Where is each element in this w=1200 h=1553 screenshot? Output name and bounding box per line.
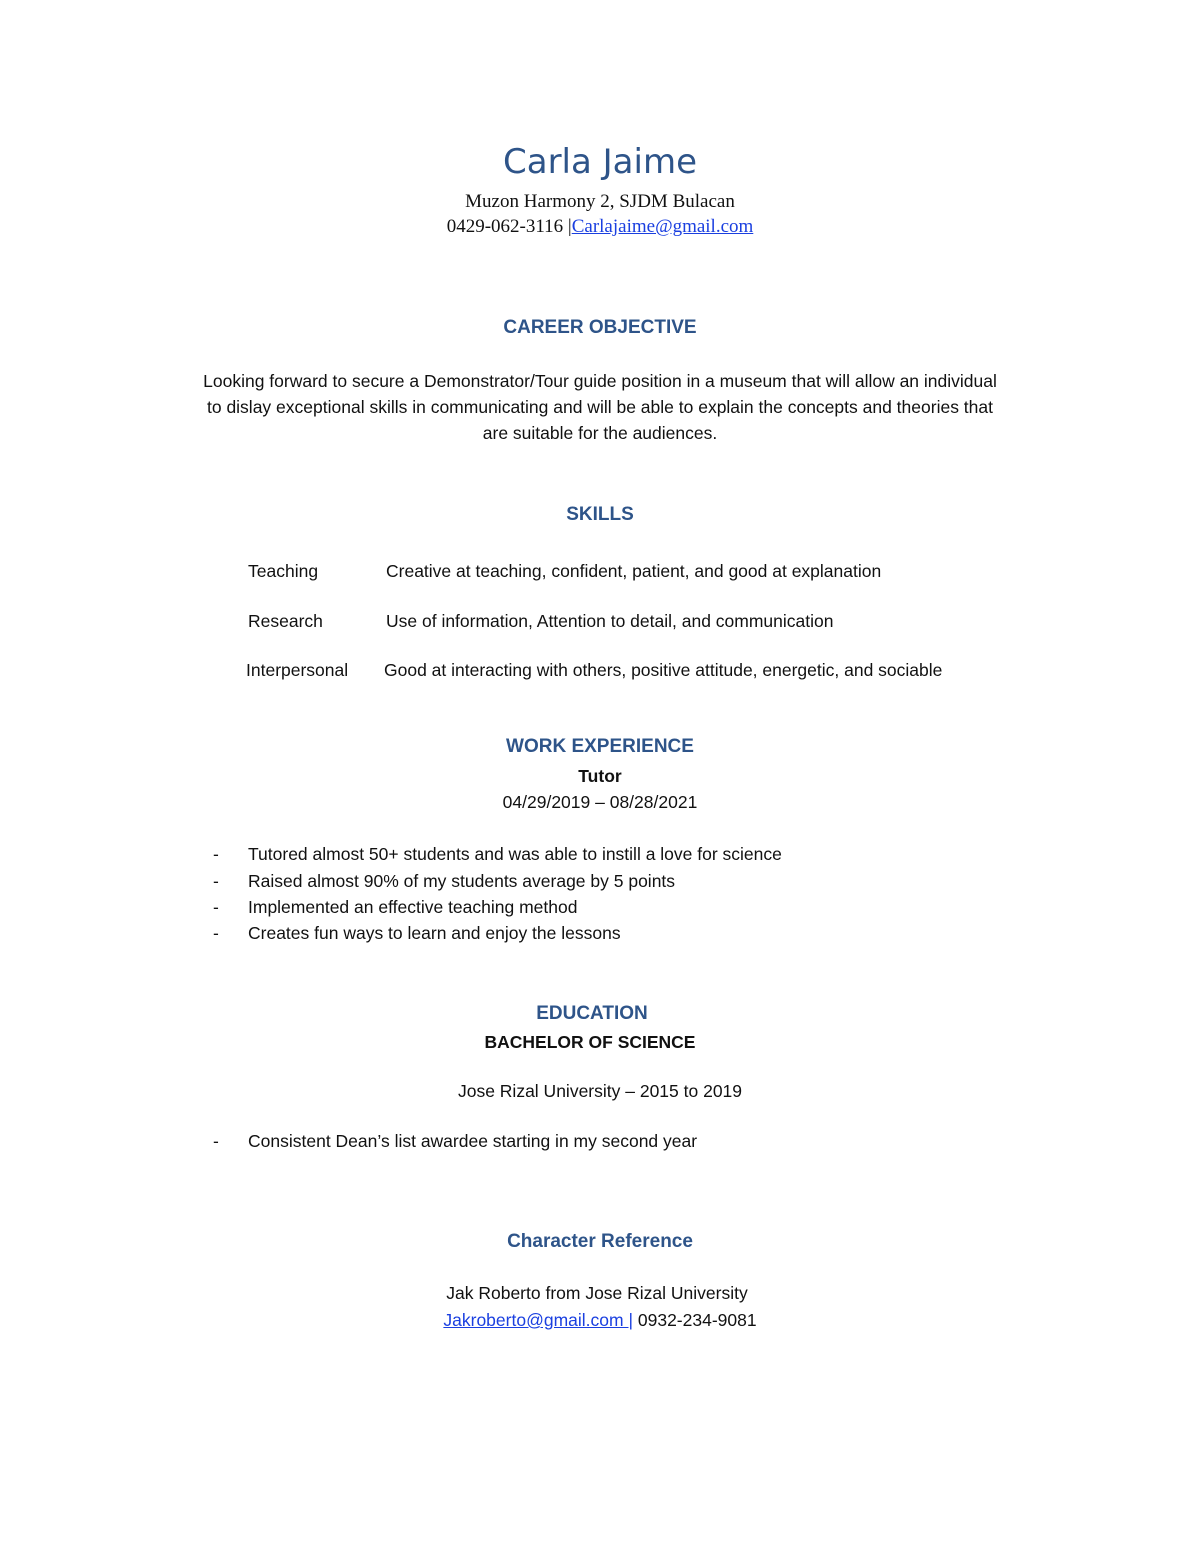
skill-label: Interpersonal	[246, 660, 349, 680]
bullet-marker: -	[213, 897, 219, 917]
skill-label: Research	[248, 611, 323, 631]
resume-name: Carla Jaime	[503, 142, 697, 182]
objective-line: Looking forward to secure a Demonstrator/Tour guide position in a museum that will allow an individual	[203, 371, 997, 391]
bullet-marker: -	[213, 1131, 219, 1151]
email-link[interactable]: Carlajaime@gmail.com	[571, 216, 754, 237]
bullet-marker: -	[213, 923, 219, 943]
education-bullet: Consistent Dean’s list awardee starting in my second year	[248, 1131, 698, 1151]
skill-description: Creative at teaching, confident, patient, and good at explanation	[386, 561, 882, 581]
objective-line: to dislay exceptional skills in communicating and will be able to explain the concepts and theories that	[206, 397, 993, 417]
section-heading-skills: SKILLS	[566, 504, 634, 525]
skill-description: Use of information, Attention to detail, and communication	[386, 611, 834, 631]
contact-line	[0, 216, 1200, 238]
separator: |	[567, 216, 572, 237]
work-bullet: Tutored almost 50+ students and was able to instill a love for science	[248, 844, 782, 864]
objective-line: are suitable for the audiences.	[482, 423, 718, 443]
work-bullet: Raised almost 90% of my students average by 5 points	[248, 871, 676, 891]
skill-description: Good at interacting with others, positive attitude, energetic, and sociable	[384, 660, 943, 680]
work-bullet: Implemented an effective teaching method	[248, 897, 578, 917]
reference-name: Jak Roberto from Jose Rizal University	[446, 1283, 748, 1303]
skill-label: Teaching	[248, 561, 319, 581]
section-heading-work: WORK EXPERIENCE	[506, 736, 694, 757]
bullet-marker: -	[213, 844, 219, 864]
job-title: Tutor	[578, 766, 622, 786]
reference-phone: 0932-234-9081	[637, 1310, 757, 1330]
work-bullet: Creates fun ways to learn and enjoy the lessons	[248, 923, 621, 943]
address: Muzon Harmony 2, SJDM Bulacan	[465, 191, 735, 212]
section-heading-education: EDUCATION	[536, 1003, 648, 1024]
section-heading-reference: Character Reference	[507, 1231, 693, 1252]
reference-contact	[0, 1310, 1200, 1331]
reference-email-link[interactable]: Jakroberto@gmail.com |	[443, 1310, 633, 1330]
section-heading-objective: CAREER OBJECTIVE	[503, 317, 697, 338]
objective-text	[0, 368, 1200, 446]
bullet-marker: -	[213, 871, 219, 891]
job-dates: 04/29/2019 – 08/28/2021	[502, 792, 698, 812]
school: Jose Rizal University – 2015 to 2019	[457, 1081, 743, 1101]
phone-number: 0429-062-3116	[446, 216, 564, 237]
degree: BACHELOR OF SCIENCE	[484, 1032, 696, 1052]
